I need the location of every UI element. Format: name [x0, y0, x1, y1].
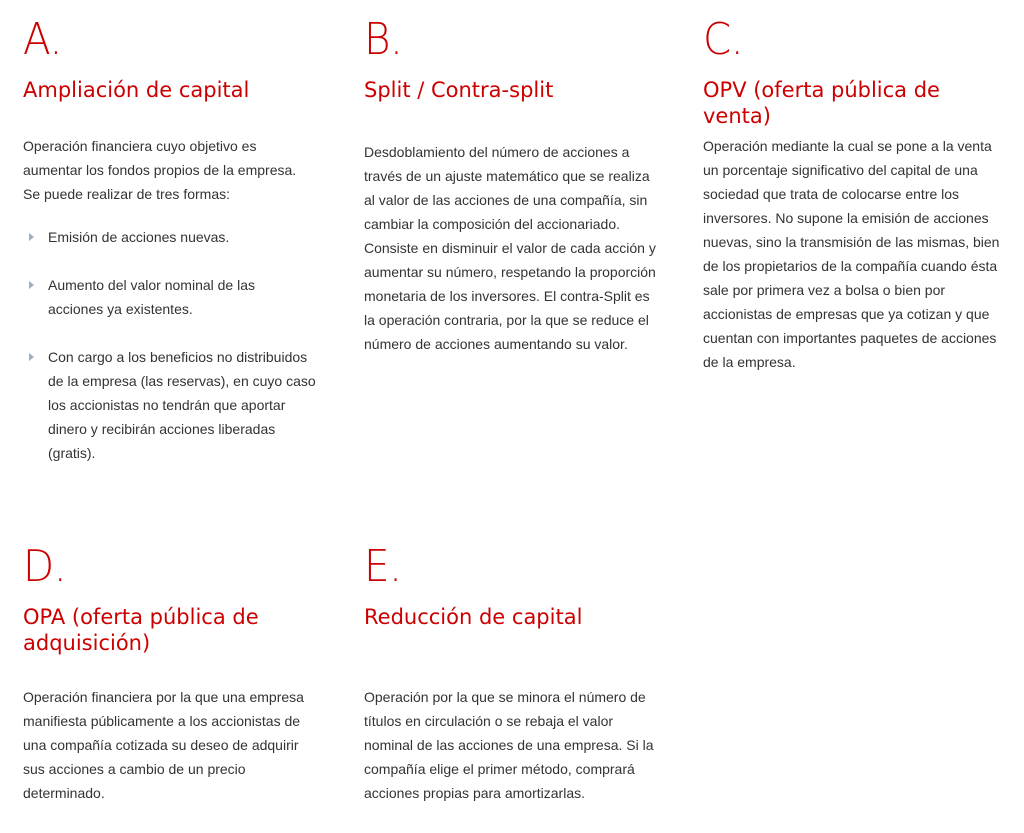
card-opv	[703, 14, 1003, 398]
card-title: Split / Contra-split	[364, 78, 554, 102]
card-letter: D.	[23, 541, 67, 592]
card-ampliacion-capital	[23, 14, 323, 478]
card-title: OPV (oferta pública de venta)	[703, 78, 940, 128]
card-title: Ampliación de capital	[23, 78, 250, 102]
list-item-text: Con cargo a los beneficios no distribuidos de la empresa (las reservas), en cuyo caso los accionistas no tendrán que aportar dinero y recibirán acciones liberadas (gratis).	[48, 349, 316, 461]
card-title: OPA (oferta pública de adquisición)	[23, 605, 259, 655]
card-body: Operación financiera por la que una empresa manifiesta públicamente a los accionistas de una compañía cotizada su deseo de adquirir sus acciones a cambio de un precio determinado.	[23, 689, 304, 801]
bullet-arrow-icon	[29, 353, 34, 361]
card-title: Reducción de capital	[364, 605, 583, 629]
bullet-arrow-icon	[29, 281, 34, 289]
list-item-text: Emisión de acciones nuevas.	[48, 229, 230, 245]
card-reduccion-capital	[364, 541, 664, 815]
card-letter: E.	[364, 541, 402, 592]
card-body: Desdoblamiento del número de acciones a través de un ajuste matemático que se realiza al valor de las acciones de una compañía, sin cambiar la composición del accionariado. Consiste en disminuir el valor de cada acción y aumentar su número, respetando la proporción monetaria de los inversores. El contra-Split es la operación contraria, por la que se reduce el número de acciones aumentando su valor.	[364, 144, 656, 352]
list-item-text: Aumento del valor nominal de las acciones ya existentes.	[48, 277, 256, 317]
card-opa	[23, 541, 323, 815]
card-body: Operación mediante la cual se pone a la venta un porcentaje significativo del capital de una sociedad que trata de colocarse entre los inversores. No supone la emisión de acciones nuevas, sino la transmisión de las mismas, bien de los propietarios de la compañía cuando ésta sale por primera vez a bolsa o bien por accionistas de empresas que ya cotizan y que cuentan con importantes paquetes de acciones de la empresa.	[703, 138, 1000, 370]
bullet-arrow-icon	[29, 233, 34, 241]
card-letter: B.	[364, 14, 403, 65]
card-body: Operación financiera cuyo objetivo es aumentar los fondos propios de la empresa. Se puede realizar de tres formas:	[23, 138, 297, 202]
card-letter: C.	[703, 14, 744, 65]
card-split-contrasplit	[364, 14, 664, 398]
card-letter: A.	[23, 14, 62, 65]
card-body: Operación por la que se minora el número de títulos en circulación o se rebaja el valor nominal de las acciones de una empresa. Si la compañía elige el primer método, comprará acciones propias para amortizarlas.	[364, 689, 654, 801]
